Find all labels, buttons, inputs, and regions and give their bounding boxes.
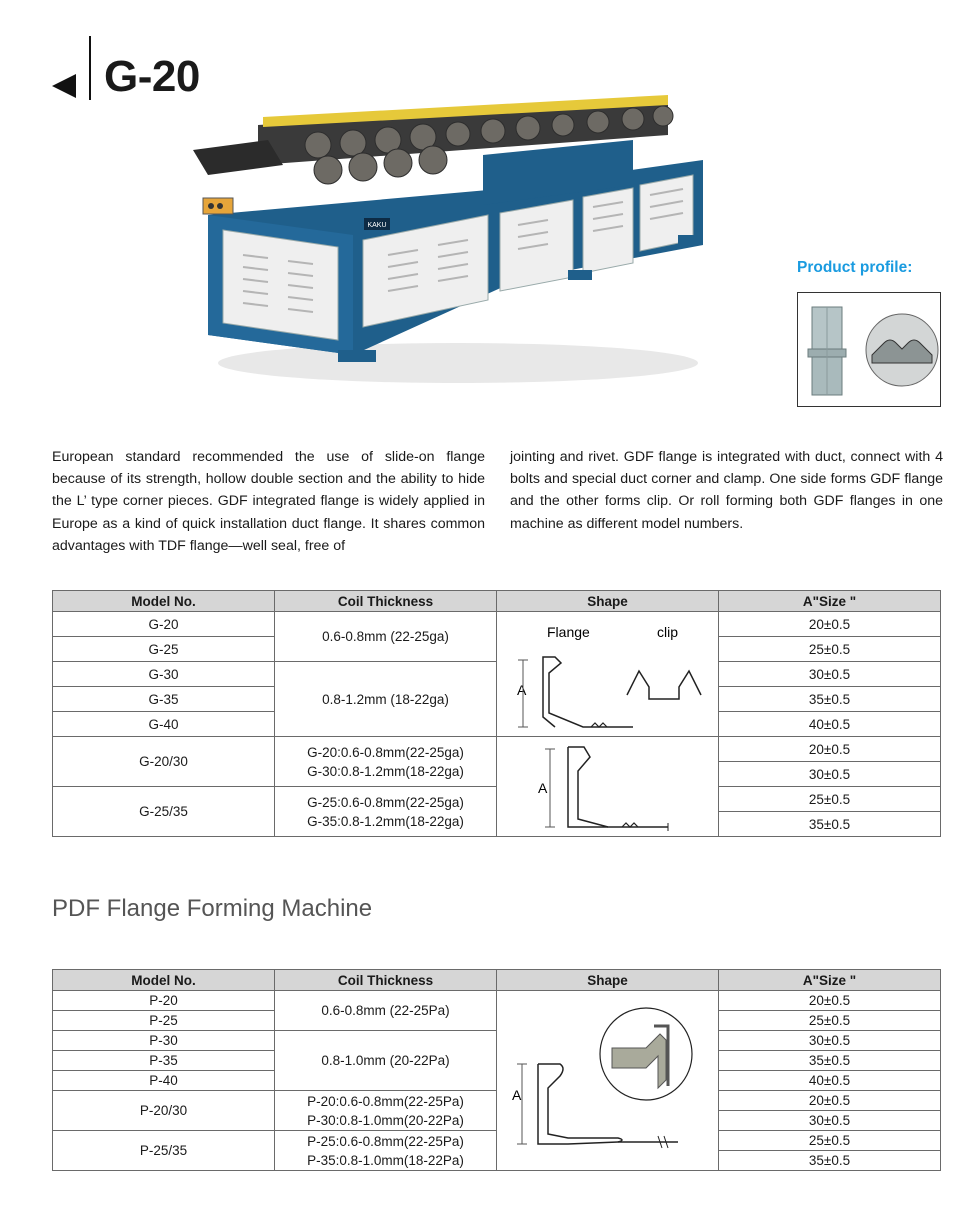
header-shape: Shape xyxy=(497,591,719,612)
page-title: G-20 xyxy=(104,52,200,101)
flange-clip-shape-diagram xyxy=(503,615,713,733)
coil-cell: 0.8-1.2mm (18-22ga) xyxy=(275,662,497,737)
table-row xyxy=(53,991,941,1011)
coil-cell-combo xyxy=(275,787,497,837)
model-cell: G-20/30 xyxy=(53,737,275,787)
shape-cell-double-flange xyxy=(497,737,719,837)
model-cell: G-35 xyxy=(53,687,275,712)
size-cell: 30±0.5 xyxy=(719,762,941,787)
size-cell: 25±0.5 xyxy=(719,1011,941,1031)
model-cell: P-35 xyxy=(53,1051,275,1071)
description-column-2: jointing and rivet. GDF flange is integrated with duct, connect with 4 bolts and special duct corner and clamp. One side forms GDF flange and the other forms clip. Or roll forming both GDF flanges in one machine as different model numbers. xyxy=(510,449,943,532)
table-header-row xyxy=(53,591,941,612)
header-model: Model No. xyxy=(53,970,275,991)
product-profile-image xyxy=(797,292,941,407)
product-profile-label: Product profile: xyxy=(797,259,913,276)
size-cell: 35±0.5 xyxy=(719,812,941,837)
coil-line: G-30:0.8-1.2mm(18-22ga) xyxy=(307,763,464,779)
size-cell: 30±0.5 xyxy=(719,1111,941,1131)
description-column-1: European standard recommended the use of slide-on flange because of its strength, hollow double section and the ability to hide the L’ type corner pieces. GDF integrated flange is widely applied in Europe as a kind of quick installation duct flange. It shares common advantages with TDF flange—well seal, free of xyxy=(52,449,485,554)
coil-line: P-25:0.6-0.8mm(22-25Pa) xyxy=(307,1133,464,1149)
size-cell: 40±0.5 xyxy=(719,712,941,737)
size-cell: 20±0.5 xyxy=(719,991,941,1011)
header-coil: Coil Thickness xyxy=(275,970,497,991)
p-series-spec-table xyxy=(52,969,941,1171)
model-cell: P-20/30 xyxy=(53,1091,275,1131)
machine-brand-label: KAKU xyxy=(367,222,387,229)
coil-cell: 0.6-0.8mm (22-25ga) xyxy=(275,612,497,662)
size-cell: 35±0.5 xyxy=(719,1151,941,1171)
size-cell: 20±0.5 xyxy=(719,1091,941,1111)
coil-cell-combo xyxy=(275,737,497,787)
coil-cell-combo xyxy=(275,1131,497,1171)
size-cell: 35±0.5 xyxy=(719,1051,941,1071)
model-cell: G-30 xyxy=(53,662,275,687)
size-cell: 35±0.5 xyxy=(719,687,941,712)
coil-line: G-20:0.6-0.8mm(22-25ga) xyxy=(307,744,464,760)
size-cell: 30±0.5 xyxy=(719,1031,941,1051)
size-cell: 20±0.5 xyxy=(719,612,941,637)
size-cell: 25±0.5 xyxy=(719,787,941,812)
coil-line: G-35:0.8-1.2mm(18-22ga) xyxy=(307,813,464,829)
clip-label: clip xyxy=(656,624,678,640)
size-cell: 30±0.5 xyxy=(719,662,941,687)
dimension-a-label: A xyxy=(537,779,547,796)
coil-line: G-25:0.6-0.8mm(22-25ga) xyxy=(307,794,464,810)
title-divider xyxy=(89,36,91,100)
machine-illustration xyxy=(188,95,708,395)
coil-cell: 0.6-0.8mm (22-25Pa) xyxy=(275,991,497,1031)
model-cell: G-25/35 xyxy=(53,787,275,837)
size-cell: 25±0.5 xyxy=(719,637,941,662)
double-flange-shape-diagram xyxy=(518,739,698,835)
model-cell: P-20 xyxy=(53,991,275,1011)
header-size: A"Size " xyxy=(719,591,941,612)
coil-line: P-35:0.8-1.0mm(18-22Pa) xyxy=(307,1152,464,1168)
section-heading: PDF Flange Forming Machine xyxy=(52,895,373,922)
dimension-a-label: A xyxy=(516,682,526,698)
header-model: Model No. xyxy=(53,591,275,612)
size-cell: 40±0.5 xyxy=(719,1071,941,1091)
table-header-row xyxy=(53,970,941,991)
model-cell: P-30 xyxy=(53,1031,275,1051)
flange-label: Flange xyxy=(546,624,590,640)
model-cell: P-25/35 xyxy=(53,1131,275,1171)
size-cell: 20±0.5 xyxy=(719,737,941,762)
model-cell: P-40 xyxy=(53,1071,275,1091)
pdf-flange-shape-diagram xyxy=(508,996,708,1166)
table-row xyxy=(53,612,941,637)
header-coil: Coil Thickness xyxy=(275,591,497,612)
table-row xyxy=(53,737,941,762)
coil-line: P-20:0.6-0.8mm(22-25Pa) xyxy=(307,1093,464,1109)
shape-cell-flange-clip xyxy=(497,612,719,737)
shape-cell-pdf-flange xyxy=(497,991,719,1171)
model-cell: G-40 xyxy=(53,712,275,737)
coil-line: P-30:0.8-1.0mm(20-22Pa) xyxy=(307,1112,464,1128)
model-cell: G-25 xyxy=(53,637,275,662)
size-cell: 25±0.5 xyxy=(719,1131,941,1151)
header-size: A"Size " xyxy=(719,970,941,991)
dimension-a-label: A xyxy=(511,1086,521,1103)
coil-cell: 0.8-1.0mm (20-22Pa) xyxy=(275,1031,497,1091)
coil-cell-combo xyxy=(275,1091,497,1131)
g-series-spec-table xyxy=(52,590,941,837)
header-shape: Shape xyxy=(497,970,719,991)
model-cell: G-20 xyxy=(53,612,275,637)
back-arrow-icon xyxy=(52,74,76,98)
model-cell: P-25 xyxy=(53,1011,275,1031)
